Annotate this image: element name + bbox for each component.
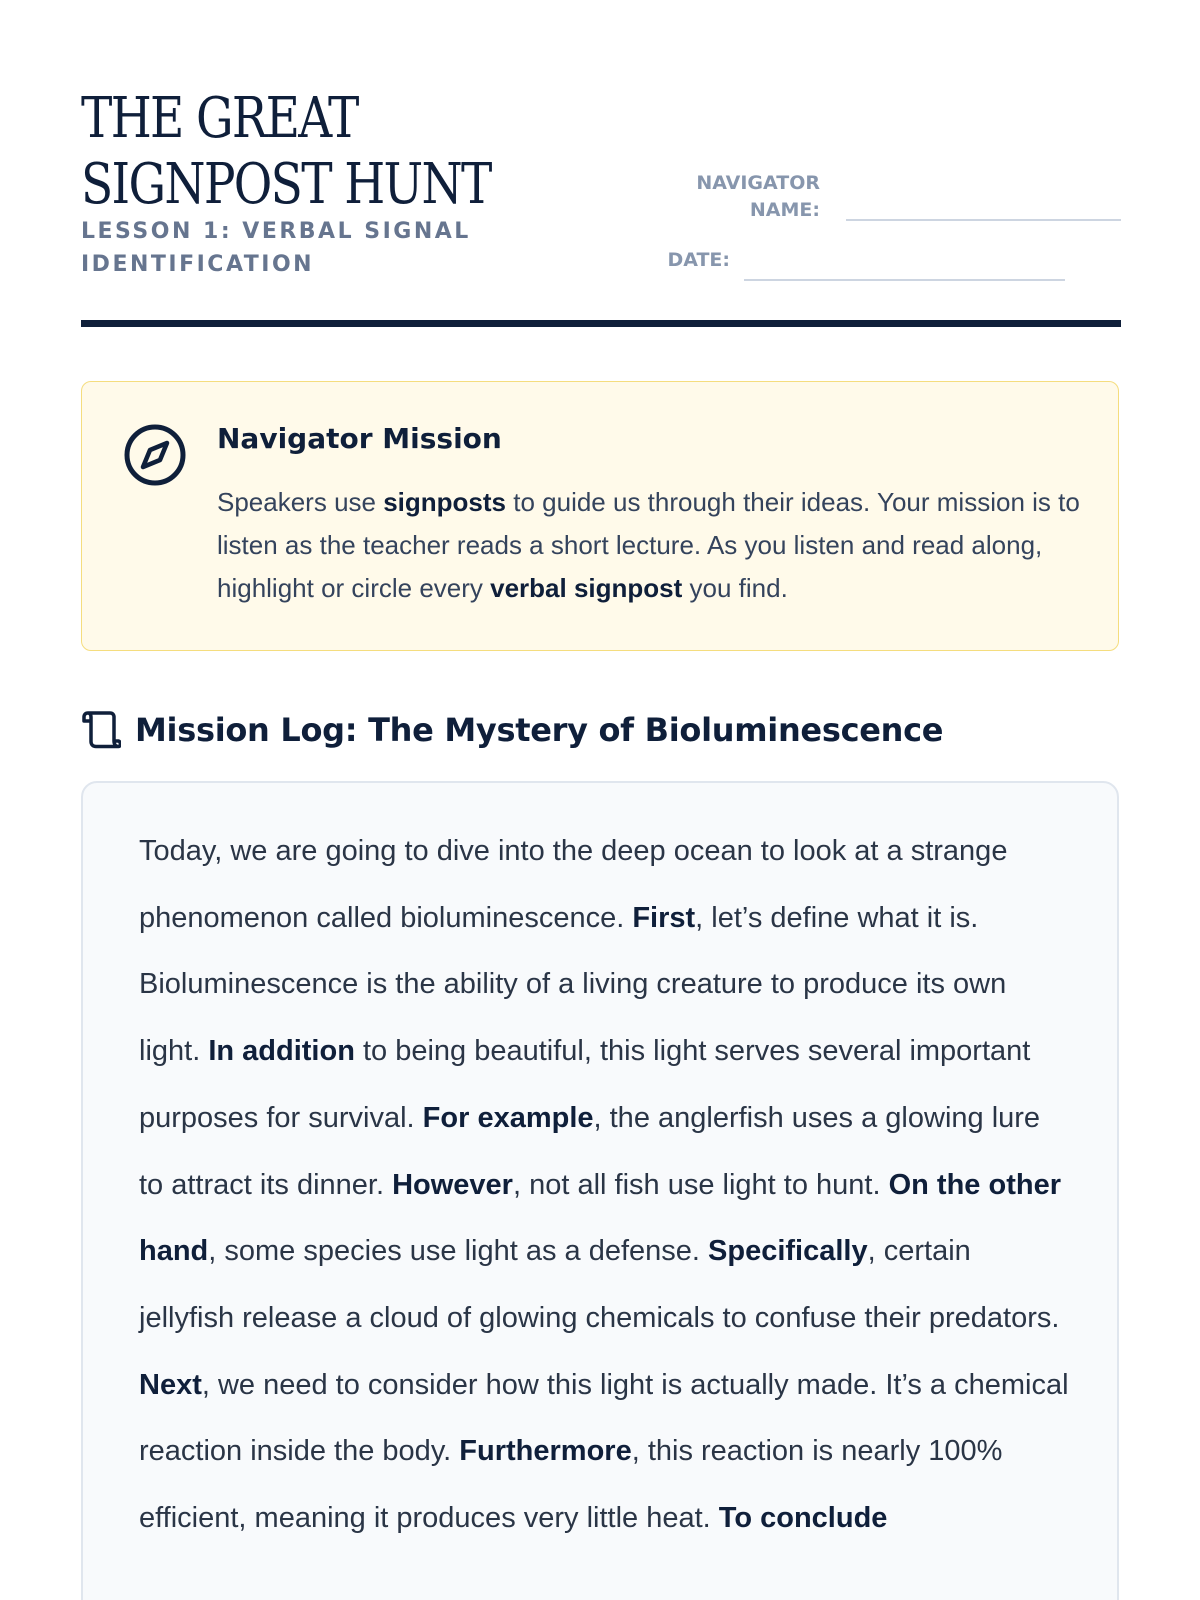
signpost-word: On the other hand — [139, 1168, 1061, 1268]
lecture-box — [81, 781, 1119, 1600]
mission-callout — [81, 381, 1119, 651]
scroll-icon — [81, 711, 121, 749]
text-segment: , we need to consider how this light is actually made. It’s a chemical reaction inside the body. — [139, 1368, 1069, 1468]
text-segment: to being beautiful, this light serves several important purposes for survival. — [139, 1035, 1031, 1134]
mission-title: Navigator Mission — [217, 422, 502, 455]
signpost-word: However — [392, 1168, 513, 1201]
text-segment: , certain jellyfish release a cloud of glowing chemicals to confuse their predators. — [139, 1235, 1060, 1334]
signpost-word: In addition — [208, 1035, 355, 1068]
signpost-word: To conclude — [718, 1502, 888, 1535]
signpost-word: For example — [422, 1101, 594, 1134]
signpost-word: Next — [139, 1368, 202, 1401]
lesson-subtitle — [81, 215, 501, 281]
worksheet-title — [81, 86, 491, 218]
text-segment: Today, we are going to dive into the deep ocean to look at a strange phenomenon called bioluminescence. — [139, 835, 1008, 934]
subtitle-line-2: IDENTIFICATION — [81, 252, 315, 277]
signpost-word: Specifically — [708, 1235, 868, 1268]
text-segment: Speakers use — [217, 487, 384, 517]
navigator-name-field[interactable] — [846, 219, 1121, 221]
text-segment: , this reaction is nearly 100% efficient, meaning it produces very little heat. — [139, 1435, 1003, 1535]
text-segment: to guide us through their ideas. Your mission is to listen as the teacher reads a short lecture. As you listen and read along, highlight or circle every — [217, 487, 1080, 603]
mission-log-title: Mission Log: The Mystery of Bioluminescence — [135, 711, 944, 749]
title-line-1: THE GREAT — [81, 86, 358, 151]
title-line-2: SIGNPOST HUNT — [81, 152, 491, 217]
mission-instructions — [217, 481, 1097, 610]
date-label: DATE: — [667, 249, 730, 271]
text-segment: , some species use light as a defense. — [208, 1235, 709, 1268]
navigator-name-label — [660, 170, 820, 224]
signpost-word: signposts — [383, 487, 507, 517]
signpost-word: verbal signpost — [490, 573, 683, 603]
text-segment: , the anglerfish uses a glowing lure to attract its dinner. — [139, 1101, 1041, 1201]
navigator-label-line-1: NAVIGATOR — [696, 172, 820, 194]
compass-icon — [124, 424, 186, 486]
header-divider — [81, 320, 1121, 327]
signpost-word: Furthermore — [459, 1435, 632, 1468]
subtitle-line-1: LESSON 1: VERBAL SIGNAL — [81, 219, 471, 244]
text-segment: , not all fish use light to hunt. — [512, 1168, 889, 1201]
text-segment: , let’s define what it is. Bioluminescence is the ability of a living creature to produce its own light. — [139, 901, 1007, 1068]
navigator-label-line-2: NAME: — [749, 199, 820, 221]
lecture-text — [139, 818, 1069, 1552]
date-field[interactable] — [744, 279, 1065, 281]
text-segment: you find. — [682, 573, 788, 603]
signpost-word: First — [632, 901, 696, 934]
